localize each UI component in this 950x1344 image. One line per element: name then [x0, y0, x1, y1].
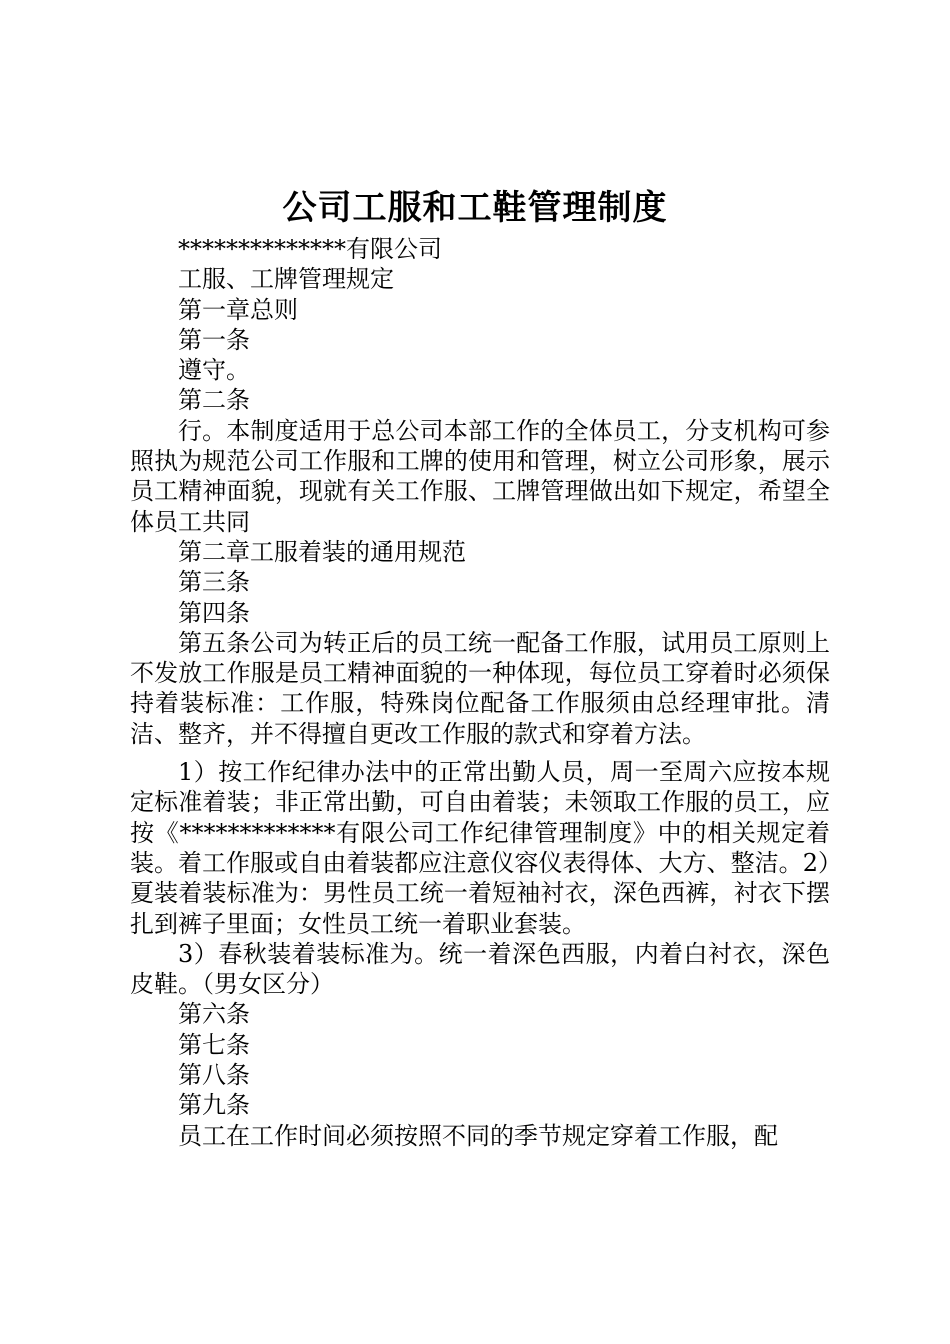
paragraph: 行。本制度适用于总公司本部工作的全体员工，分支机构可参照执为规范公司工作服和工牌的使用和管理，树立公司形象，展示员工精神面貌，现就有关工作服、工牌管理做出如下规定，希望全体员工共同	[130, 416, 830, 536]
article-heading: 第二条	[178, 386, 250, 415]
article-heading: 第三条	[178, 568, 250, 597]
document-body	[130, 234, 830, 1151]
paragraph: 3）春秋装着装标准为。统一着深色西服，内着白衬衣，深色皮鞋。（男女区分）	[130, 939, 830, 999]
document-title: 公司工服和工鞋管理制度	[282, 188, 668, 228]
company-name-line: **************有限公司	[178, 235, 442, 263]
paragraph: 员工在工作时间必须按照不同的季节规定穿着工作服，配	[178, 1121, 778, 1150]
article-heading: 第一条	[178, 325, 250, 354]
regulation-subtitle: 工服、工牌管理规定	[178, 265, 394, 294]
paragraph: 遵守。	[178, 356, 250, 385]
article-heading: 第九条	[178, 1091, 250, 1120]
article-heading: 第八条	[178, 1061, 250, 1090]
chapter-heading: 第一章总则	[178, 295, 298, 324]
paragraph: 第五条公司为转正后的员工统一配备工作服，试用员工原则上不发放工作服是员工精神面貌的一种体现，每位员工穿着时必须保持着装标准：工作服，特殊岗位配备工作服须由总经理审批。清洁、整齐，并不得擅自更改工作服的款式和穿着方法。	[130, 628, 830, 748]
article-heading: 第四条	[178, 598, 250, 627]
chapter-heading: 第二章工服着装的通用规范	[178, 537, 466, 566]
article-heading: 第六条	[178, 1000, 250, 1029]
paragraph: 1）按工作纪律办法中的正常出勤人员，周一至周六应按本规定标准着装；非正常出勤，可自由着装；未领取工作服的员工，应按《*************有限公司工作纪律管理制度》中的相关规定着装。着工作服或自由着装都应注意仪容仪表得体、大方、整洁。2）夏装着装标准为：男性员工统一着短袖衬衣，深色西裤，衬衣下摆扎到裤子里面；女性员工统一着职业套装。	[130, 758, 830, 938]
article-heading: 第七条	[178, 1030, 250, 1059]
